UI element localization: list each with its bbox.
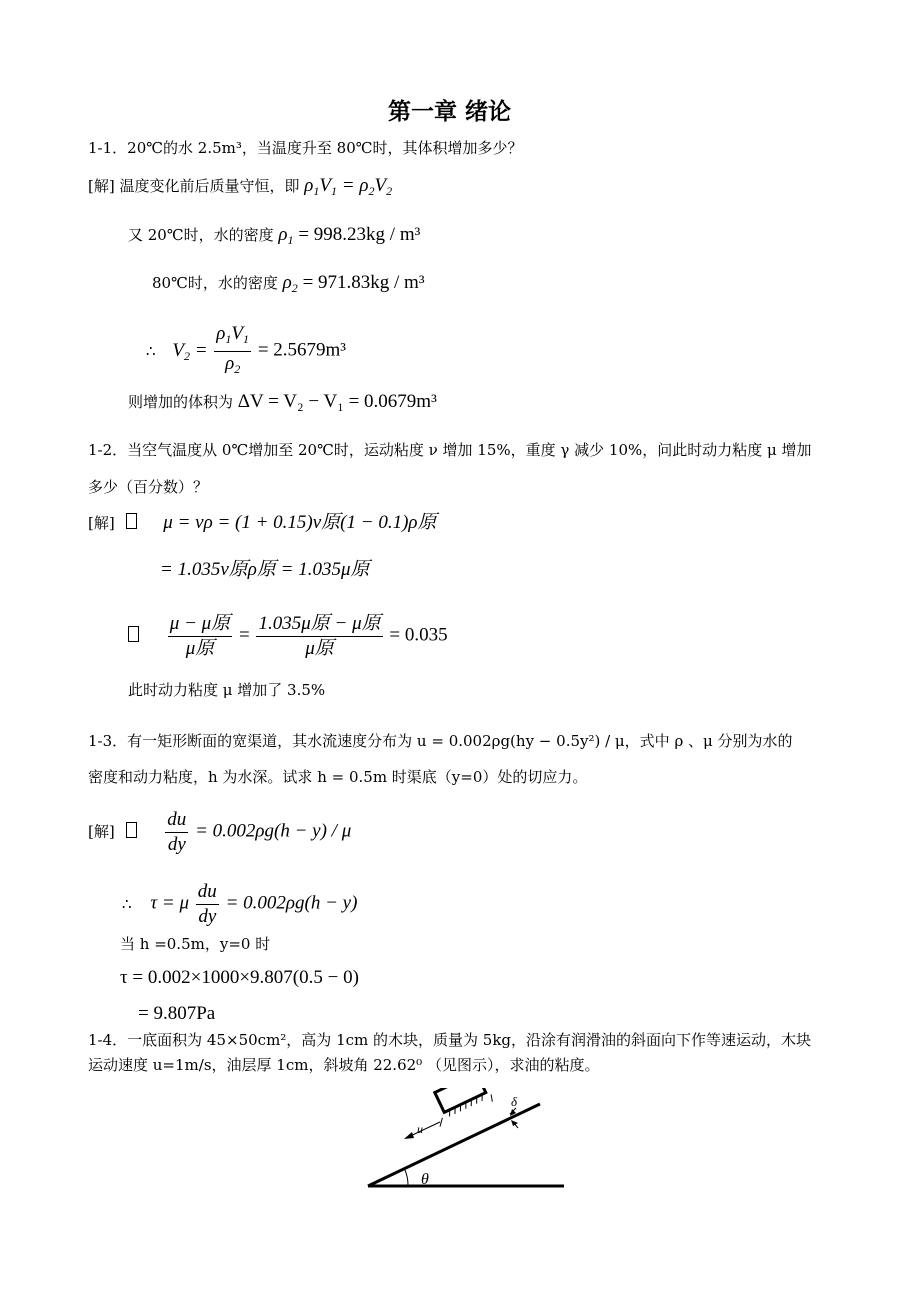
- problem-1-3-eq4: = 9.807Pa: [138, 1003, 216, 1024]
- angle-label: θ: [421, 1171, 429, 1188]
- rho2-symbol: $\rho_2$: [282, 272, 298, 295]
- problem-1-3-question-line1: 1-3．有一矩形断面的宽渠道，其水流速度分布为 u = 0.002ρg(hy − 0.5y²) / μ，式中 ρ 、μ 分别为水的: [88, 732, 793, 750]
- angle-arc: [405, 1170, 408, 1186]
- ratio-fraction-1: $\frac{\text{μ − μ原}}{\text{μ原}}$: [169, 613, 231, 659]
- viscosity-equation-2: = 1.035ν原ρ原 = 1.035μ原: [160, 559, 370, 580]
- problem-1-2-question-line1: 1-2．当空气温度从 0℃增加至 20℃时，运动粘度 ν 增加 15%，重度 γ 减少 10%，问此时动力粘度 μ 增加: [88, 441, 812, 459]
- solution-text: 温度变化前后质量守恒，即: [119, 177, 300, 195]
- problem-1-1-question: 1-1．20℃的水 2.5m³，当温度升至 80℃时，其体积增加多少？: [88, 139, 523, 157]
- problem-1-4-question-line2: 运动速度 u=1m/s，油层厚 1cm，斜坡角 22.62⁰ （见图示），求油的粘度。: [88, 1056, 600, 1074]
- shear-stress-formula: = 0.002ρg(h − y): [225, 892, 358, 914]
- problem-1-2-conclusion: 此时动力粘度 μ 增加了 3.5%: [128, 681, 326, 699]
- solution-label: [解]: [88, 177, 115, 195]
- problem-1-3-eq2-line: ∴ τ = μ $\frac{du}{dy}$ = 0.002ρg(h − y): [122, 881, 358, 927]
- incline-line: [368, 1104, 540, 1186]
- problem-1-4-question-line1: 1-4．一底面积为 45×50cm²，高为 1cm 的木块，质量为 5kg，沿涂有润滑油的斜面向下作等速运动，木块: [88, 1031, 812, 1049]
- viscosity-equation-1: μ = νρ = (1 + 0.15)ν原(1 − 0.1)ρ原: [163, 512, 437, 533]
- problem-1-3-condition: 当 h =0.5m，y=0 时: [120, 935, 271, 953]
- problem-1-3-eq3: τ = 0.002×1000×9.807(0.5 − 0): [120, 967, 359, 988]
- rho1-value: = 998.23kg / m³: [298, 224, 421, 245]
- missing-glyph-box: [128, 626, 139, 642]
- derivative-fraction: $\frac{du}{dy}$: [167, 809, 187, 855]
- inclined-plane-figure: [360, 1088, 580, 1198]
- rho2-value: = 971.83kg / m³: [302, 272, 425, 293]
- problem-1-2-eq1-line: [解] μ = νρ = (1 + 0.15)ν原(1 − 0.1)ρ原: [88, 512, 437, 533]
- rho1-symbol: $\rho_1$: [278, 224, 294, 247]
- problem-1-2-ratio-line: $\frac{\text{μ − μ原}}{\text{μ原}}$ = $\frac{\text{1.035μ原 − μ原}}{\text{μ原}}$ = 0.035: [128, 612, 448, 661]
- problem-1-2-question-line2: 多少（百分数）？: [88, 478, 209, 496]
- wooden-block: [426, 1088, 494, 1127]
- v2-value: = 2.5679m³: [257, 339, 347, 361]
- problem-1-2-eq2-line: [160, 560, 369, 580]
- missing-glyph-box: [126, 822, 137, 838]
- v2-fraction: $\frac{\rho_1V_1}{\rho_2}$: [216, 323, 250, 376]
- velocity-label: u: [417, 1122, 423, 1136]
- derivative-fraction: $\frac{du}{dy}$: [197, 881, 217, 927]
- problem-1-3-question-line2: 密度和动力粘度，h 为水深。试求 h = 0.5m 时渠底（y=0）处的切应力。: [88, 768, 588, 786]
- rho1-line: 又 20℃时，水的密度 $\rho_1 = 998.23kg / m^3$: [128, 224, 421, 247]
- ratio-fraction-2: $\frac{\text{1.035μ原 − μ原}}{\text{μ原}}$: [258, 613, 381, 659]
- volume-increase-formula: ΔV = V₂ − V₁ = 0.0679m³: [237, 391, 437, 412]
- problem-1-3-eq1-line: [解] $\frac{du}{dy}$ = 0.002ρg(h − y) / μ: [88, 809, 352, 855]
- chapter-title: 第一章 绪论: [388, 99, 512, 125]
- volume-increase-line: 则增加的体积为 ΔV = V₂ − V₁ = 0.0679m³: [128, 391, 437, 412]
- rho2-line: 80℃时，水的密度 $\rho_2 = 971.83kg / m^3$: [152, 272, 425, 295]
- mass-conservation-formula: $\rho_1V_1 = \rho_2V_2$: [304, 175, 393, 198]
- velocity-gradient-formula: = 0.002ρg(h − y) / μ: [195, 820, 352, 842]
- thickness-label: δ: [511, 1094, 518, 1109]
- problem-1-1-solution-line: [88, 176, 392, 201]
- v2-line: ∴ $V_2$ = $\frac{\rho_1V_1}{\rho_2}$ = 2.5679m³: [146, 322, 346, 381]
- missing-glyph-box: [126, 513, 137, 529]
